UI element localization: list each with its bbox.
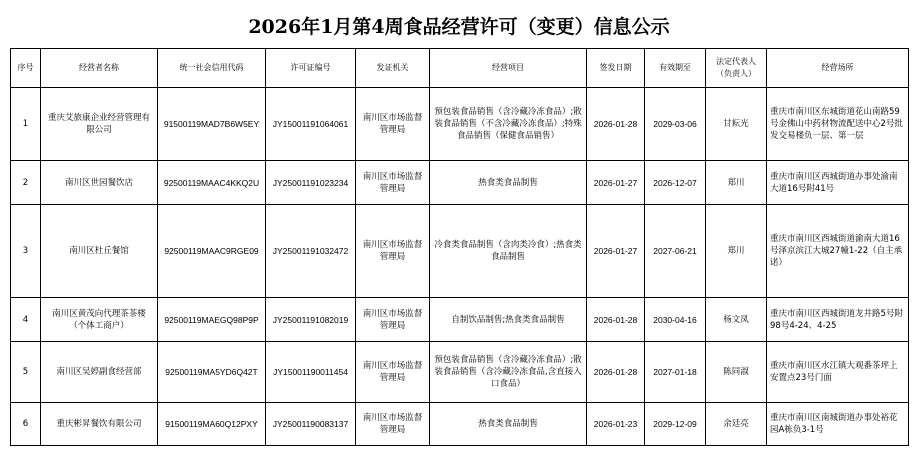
cell-expiry: 2029-03-06 bbox=[645, 88, 706, 161]
header-address: 经营场所 bbox=[767, 49, 909, 88]
table-row bbox=[11, 205, 909, 298]
cell-issue-date: 2026-01-27 bbox=[587, 161, 645, 205]
cell-legal-rep: 余廷亮 bbox=[706, 403, 767, 446]
header-seq: 序号 bbox=[11, 49, 41, 88]
cell-credit-code: 92500119MAEGQ98P9P bbox=[158, 298, 266, 342]
cell-name: 重庆彬昇餐饮有限公司 bbox=[41, 403, 158, 446]
cell-legal-rep: 陈同淑 bbox=[706, 342, 767, 403]
cell-issue-date: 2026-01-28 bbox=[587, 88, 645, 161]
cell-issue-date: 2026-01-28 bbox=[587, 298, 645, 342]
cell-items: 冷食类食品制售（含肉类冷食）;热食类食品制售 bbox=[430, 205, 587, 298]
cell-issue-date: 2026-01-28 bbox=[587, 342, 645, 403]
cell-seq: 4 bbox=[11, 298, 41, 342]
cell-credit-code: 91500119MAD7B6W5EY bbox=[158, 88, 266, 161]
cell-seq: 1 bbox=[11, 88, 41, 161]
cell-issuer: 南川区市场监督管理局 bbox=[356, 342, 430, 403]
cell-legal-rep: 郑川 bbox=[706, 205, 767, 298]
cell-issue-date: 2026-01-23 bbox=[587, 403, 645, 446]
cell-name: 南川区黄茂向代理茶茶楼（个体工商户） bbox=[41, 298, 158, 342]
cell-seq: 2 bbox=[11, 161, 41, 205]
cell-seq: 6 bbox=[11, 403, 41, 446]
page-title: 2026年1月第4周食品经营许可（变更）信息公示 bbox=[248, 16, 670, 38]
cell-license-no: JY25001191032472 bbox=[266, 205, 356, 298]
cell-name: 南川区吴婷副食经营部 bbox=[41, 342, 158, 403]
cell-name: 南川区杜丘餐馆 bbox=[41, 205, 158, 298]
table-row bbox=[11, 403, 909, 446]
cell-address: 重庆市南川区西城街道龙井路5号附98号4-24、4-25 bbox=[767, 298, 909, 342]
cell-address: 重庆市南川区东城街道花山南路59号金佛山中药材物流配送中心2号批发交易楼负一层、第一层 bbox=[767, 88, 909, 161]
cell-legal-rep: 杨文凤 bbox=[706, 298, 767, 342]
cell-name: 重庆艾旅康企业经营管理有限公司 bbox=[41, 88, 158, 161]
table-row bbox=[11, 88, 909, 161]
cell-address: 重庆市南川区水江镇大观番茶坪上安置点23号门面 bbox=[767, 342, 909, 403]
cell-issue-date: 2026-01-27 bbox=[587, 205, 645, 298]
cell-issuer: 南川区市场监督管理局 bbox=[356, 205, 430, 298]
header-expiry: 有效期至 bbox=[645, 49, 706, 88]
cell-credit-code: 92500119MAAC4KKQ2U bbox=[158, 161, 266, 205]
header-license-no: 许可证编号 bbox=[266, 49, 356, 88]
cell-seq: 3 bbox=[11, 205, 41, 298]
cell-address: 重庆市南川区南城街道办事处裕花园A栋负3-1号 bbox=[767, 403, 909, 446]
cell-credit-code: 92500119MA5YD6Q42T bbox=[158, 342, 266, 403]
table-row bbox=[11, 342, 909, 403]
cell-address: 重庆市南川区西城街道办事处渝南大道16号附41号 bbox=[767, 161, 909, 205]
cell-license-no: JY25001190083137 bbox=[266, 403, 356, 446]
cell-credit-code: 92500119MAAC9RGE09 bbox=[158, 205, 266, 298]
header-items: 经营项目 bbox=[430, 49, 587, 88]
cell-issuer: 南川区市场监督管理局 bbox=[356, 403, 430, 446]
cell-license-no: JY25001191023234 bbox=[266, 161, 356, 205]
cell-expiry: 2029-12-09 bbox=[645, 403, 706, 446]
cell-issuer: 南川区市场监督管理局 bbox=[356, 88, 430, 161]
cell-name: 南川区世园餐饮店 bbox=[41, 161, 158, 205]
cell-seq: 5 bbox=[11, 342, 41, 403]
license-table bbox=[10, 48, 909, 446]
header-issuer: 发证机关 bbox=[356, 49, 430, 88]
header-legal-rep: 法定代表人（负责人） bbox=[706, 49, 767, 88]
cell-items: 自制饮品制售;热食类食品制售 bbox=[430, 298, 587, 342]
cell-license-no: JY15001191064061 bbox=[266, 88, 356, 161]
cell-issuer: 南川区市场监督管理局 bbox=[356, 161, 430, 205]
cell-credit-code: 91500119MA60Q12PXY bbox=[158, 403, 266, 446]
table-row bbox=[11, 161, 909, 205]
header-credit-code: 统一社会信用代码 bbox=[158, 49, 266, 88]
header-issue-date: 签发日期 bbox=[587, 49, 645, 88]
cell-expiry: 2030-04-16 bbox=[645, 298, 706, 342]
cell-items: 预包装食品销售（含冷藏冷冻食品）;散装食品销售（含冷藏冷冻食品,含直接入口食品） bbox=[430, 342, 587, 403]
cell-items: 预包装食品销售（含冷藏冷冻食品）;散装食品销售（不含冷藏冷冻食品）;特殊食品销售（保健食品销售） bbox=[430, 88, 587, 161]
cell-address: 重庆市南川区西城街道渝南大道16号泽京滨江大城27幢1-22（自主承诺） bbox=[767, 205, 909, 298]
cell-legal-rep: 甘耘光 bbox=[706, 88, 767, 161]
cell-items: 热食类食品制售 bbox=[430, 161, 587, 205]
cell-license-no: JY25001191082019 bbox=[266, 298, 356, 342]
cell-items: 热食类食品制售 bbox=[430, 403, 587, 446]
table-row bbox=[11, 298, 909, 342]
header-name: 经营者名称 bbox=[41, 49, 158, 88]
cell-issuer: 南川区市场监督管理局 bbox=[356, 298, 430, 342]
cell-legal-rep: 郑川 bbox=[706, 161, 767, 205]
cell-expiry: 2026-12-07 bbox=[645, 161, 706, 205]
cell-expiry: 2027-01-18 bbox=[645, 342, 706, 403]
cell-license-no: JY15001190011454 bbox=[266, 342, 356, 403]
header-row bbox=[11, 49, 909, 88]
cell-expiry: 2027-06-21 bbox=[645, 205, 706, 298]
